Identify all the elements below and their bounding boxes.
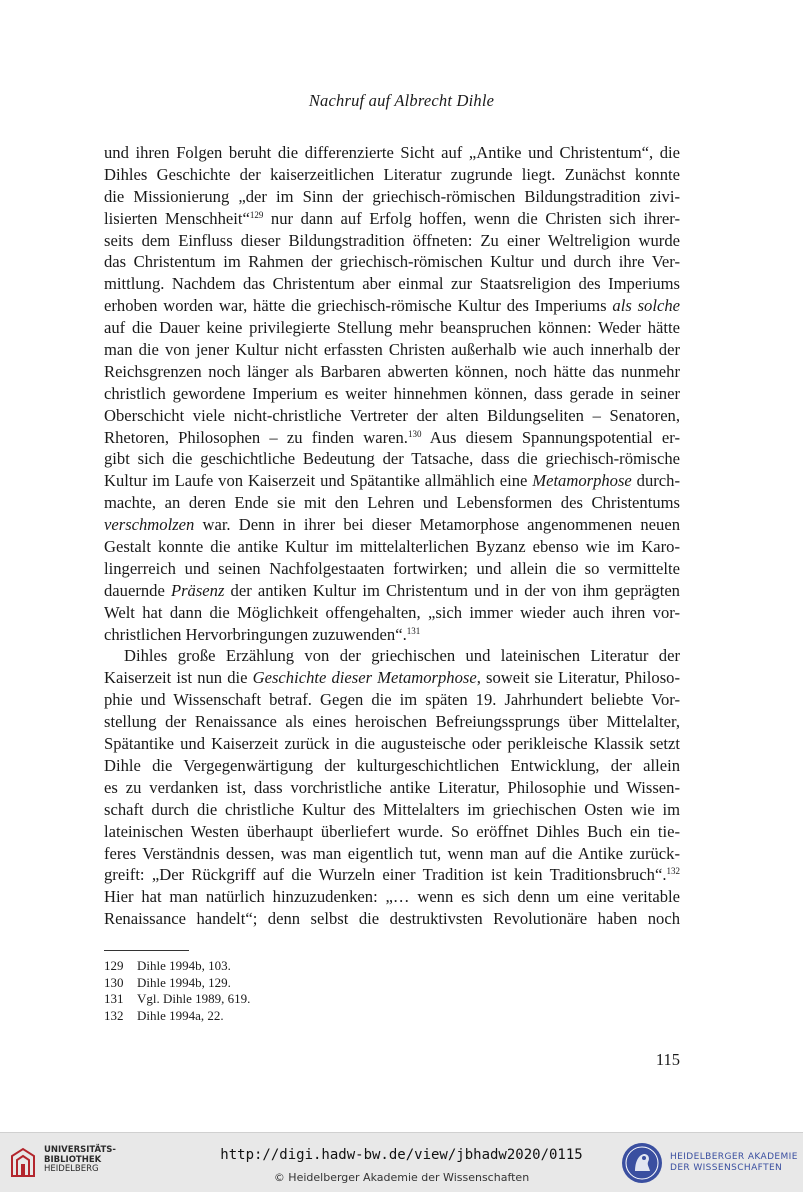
text-line — [104, 186, 680, 208]
line-text: schaft durch die christliche Kultur des Mittelalters im griechischen Osten wie im — [104, 799, 680, 819]
line-text: lingerreich und seinen Nachfolgestaaten fortwirken; und allein die so vermittelte — [104, 558, 680, 578]
library-name-line-2: BIBLIOTHEK — [44, 1154, 102, 1165]
text-line — [104, 843, 680, 865]
line-text: Kaiserzeit ist nun die — [104, 668, 253, 688]
academy-name[interactable] — [670, 1152, 798, 1174]
italic-text: verschmolzen — [104, 515, 195, 535]
body-text — [104, 142, 680, 930]
library-name-line-3: HEIDELBERG — [44, 1164, 99, 1174]
text-line — [104, 558, 680, 580]
line-text: Rhetoren, Philosophen – zu finden waren. — [104, 427, 408, 447]
line-text: greift: „Der Rückgriff auf die Wurzeln einer Tradition ist kein Traditionsbruch“. — [104, 865, 667, 885]
text-line — [104, 689, 680, 711]
footnote-number: 131 — [104, 991, 124, 1007]
footnote — [104, 991, 250, 1008]
line-text: Oberschicht viele nicht-christliche Vertreter der alten Bildungseliten – Senatoren, — [104, 405, 680, 425]
text-line — [104, 733, 680, 755]
text-line — [104, 427, 680, 449]
italic-text: Metamorphose — [532, 471, 632, 491]
line-text: feres Verständnis dessen, was man eigentlich tut, wenn man auf die Antike zurück- — [104, 843, 680, 863]
line-text: die Missionierung „der im Sinn der griechisch-römischen Bildungstradition zivi- — [104, 186, 680, 206]
text-line — [104, 667, 680, 689]
academy-name-line-1: HEIDELBERGER AKADEMIE — [670, 1152, 798, 1162]
footnote-text: Dihle 1994a, 22. — [137, 1007, 224, 1023]
line-text: gibt sich die geschichtliche Bedeutung der Tatsache, dass die griechisch-römische — [104, 449, 680, 469]
text-line — [104, 711, 680, 733]
line-text: machte, an deren Ende sie mit den Lehren und Lebensformen des Christentums — [104, 493, 680, 513]
text-line — [104, 492, 680, 514]
line-text: mittlung. Nachdem das Christentum aber einmal zur Staatsreligion des Imperiums — [104, 274, 680, 294]
line-text: seits dem Einfluss dieser Bildungstradition öffneten: Zu einer Weltreligion wurde — [104, 230, 680, 250]
line-text: stellung der Renaissance als eines heroischen Befreiungssprungs über Mittelalter, — [104, 712, 680, 732]
line-text: christlichen Hervorbringungen zuzuwenden“. — [104, 624, 407, 644]
text-line — [104, 339, 680, 361]
text-line — [104, 886, 680, 908]
italic-text: als solche — [612, 296, 680, 316]
line-text: Dihles große Erzählung von der griechischen und lateinischen Literatur der — [124, 646, 680, 666]
text-line — [104, 908, 680, 930]
line-text: war. Denn in ihrer bei dieser Metamorphose angenommenen neuen — [194, 515, 680, 535]
library-name-line-1: UNIVERSITÄTS- — [44, 1145, 116, 1155]
text-line — [104, 514, 680, 536]
footnote-ref[interactable]: 129 — [249, 209, 264, 220]
line-text: das Christentum im Rahmen der griechisch-römischen Kultur und durch ihre Ver- — [104, 252, 680, 272]
footnote-ref[interactable]: 132 — [666, 866, 680, 877]
line-text: Renaissance handelt“; denn selbst die destruktivsten Revolutionäre haben noch — [104, 909, 680, 929]
italic-text: Geschichte dieser Metamorphose — [252, 668, 477, 688]
text-line — [104, 645, 680, 667]
line-text: lateinischen Westen überhaupt überliefert wurde. So eröffnet Dihles Buch ein tie- — [104, 821, 680, 841]
text-line — [104, 164, 680, 186]
text-line — [104, 383, 680, 405]
text-line — [104, 864, 680, 886]
line-text: Hier hat man natürlich hinzuzudenken: „… wenn es sich denn um eine veritable — [104, 887, 680, 907]
copyright-notice: © Heidelberger Akademie der Wissenschaften — [273, 1171, 530, 1184]
text-line — [104, 295, 680, 317]
text-line — [104, 405, 680, 427]
line-text: es zu verdanken ist, dass vorchristliche antike Literatur, Philosophie und Wissen- — [104, 777, 680, 797]
text-line — [104, 624, 680, 646]
line-text: dauernde — [104, 580, 171, 600]
academy-name-line-2: DER WISSENSCHAFTEN — [670, 1163, 783, 1173]
text-line — [104, 317, 680, 339]
footnote — [104, 958, 250, 975]
line-text: phie und Wissenschaft betraf. Gegen die im späten 19. Jahrhundert beliebte Vor- — [104, 690, 680, 710]
footnote — [104, 975, 250, 992]
text-line — [104, 755, 680, 777]
footnote-number: 132 — [104, 1007, 124, 1023]
footnote-rule — [104, 950, 189, 951]
text-line — [104, 361, 680, 383]
academy-seal-icon[interactable] — [620, 1141, 664, 1185]
footnote-number: 129 — [104, 958, 124, 973]
footnote — [104, 1008, 250, 1025]
line-text: der antiken Kultur im Christentum und in der von ihm geprägten — [224, 580, 680, 600]
line-text: lisierten Menschheit“ — [104, 208, 250, 228]
text-line — [104, 208, 680, 230]
text-line — [104, 230, 680, 252]
footnote-text: Vgl. Dihle 1989, 619. — [137, 991, 251, 1007]
line-text: durch- — [631, 471, 680, 491]
line-text: Aus diesem Spannungspotential er- — [421, 427, 680, 447]
line-text: Reichsgrenzen noch länger als Barbaren abwerten können, noch hätte das nunmehr — [104, 361, 680, 381]
text-line — [104, 142, 680, 164]
line-text: Welt hat dann die Möglichkeit offengehalten, „sich immer wieder auch ihren vor- — [104, 602, 680, 622]
line-text: Dihle die Vergegenwärtigung der kulturgeschichtlichen Entwicklung, der allein — [104, 755, 680, 775]
footnote-ref[interactable]: 130 — [407, 428, 422, 439]
line-text: man die von jener Kultur nicht erfassten Christen außerhalb wie auch innerhalb der — [104, 340, 680, 360]
permalink-url[interactable]: http://digi.hadw-bw.de/view/jbhadw2020/0115 — [220, 1147, 583, 1163]
line-text: und ihren Folgen beruht die differenzierte Sicht auf „Antike und Christentum“, die — [104, 143, 680, 162]
running-head: Nachruf auf Albrecht Dihle — [308, 91, 495, 110]
text-line — [104, 799, 680, 821]
italic-text: Präsenz — [170, 580, 225, 600]
text-line — [104, 448, 680, 470]
page-number: 115 — [655, 1050, 680, 1069]
footnote-text: Dihle 1994b, 103. — [137, 958, 231, 973]
line-text: auf die Dauer keine privilegierte Stellung mehr beanspruchen können: Weder hätte — [104, 318, 680, 338]
line-text: nur dann auf Erfolg hoffen, wenn die Christen sich ihrer- — [263, 208, 680, 228]
line-text: Kultur im Laufe von Kaiserzeit und Spätantike allmählich eine — [104, 471, 533, 491]
text-line — [104, 536, 680, 558]
line-text: Spätantike und Kaiserzeit zurück in die augusteische oder perikleische Klassik setzt — [104, 734, 680, 754]
text-line — [104, 580, 680, 602]
text-line — [104, 470, 680, 492]
line-text: christlich gewordene Imperium es weiter hinnehmen können, dass gerade in seiner — [104, 383, 680, 403]
text-line — [104, 251, 680, 273]
line-text: erhoben worden war, hätte die griechisch-römische Kultur des Imperiums — [104, 296, 613, 316]
text-line — [104, 273, 680, 295]
footnote-text: Dihle 1994b, 129. — [137, 974, 231, 990]
footnote-number: 130 — [104, 974, 124, 990]
text-line — [104, 821, 680, 843]
footnote-ref[interactable]: 131 — [406, 625, 421, 636]
text-line — [104, 602, 680, 624]
line-text: Gestalt konnte die antike Kultur im mittelalterlichen Byzanz ebenso wie im Karo- — [104, 537, 680, 557]
line-text: Dihles Geschichte der kaiserzeitlichen Literatur zugrunde liegt. Zunächst konnte — [104, 164, 680, 184]
text-line — [104, 777, 680, 799]
line-text: , soweit sie Literatur, Philoso- — [476, 668, 680, 688]
footnotes — [104, 958, 250, 1024]
viewer-footer — [0, 1132, 803, 1192]
